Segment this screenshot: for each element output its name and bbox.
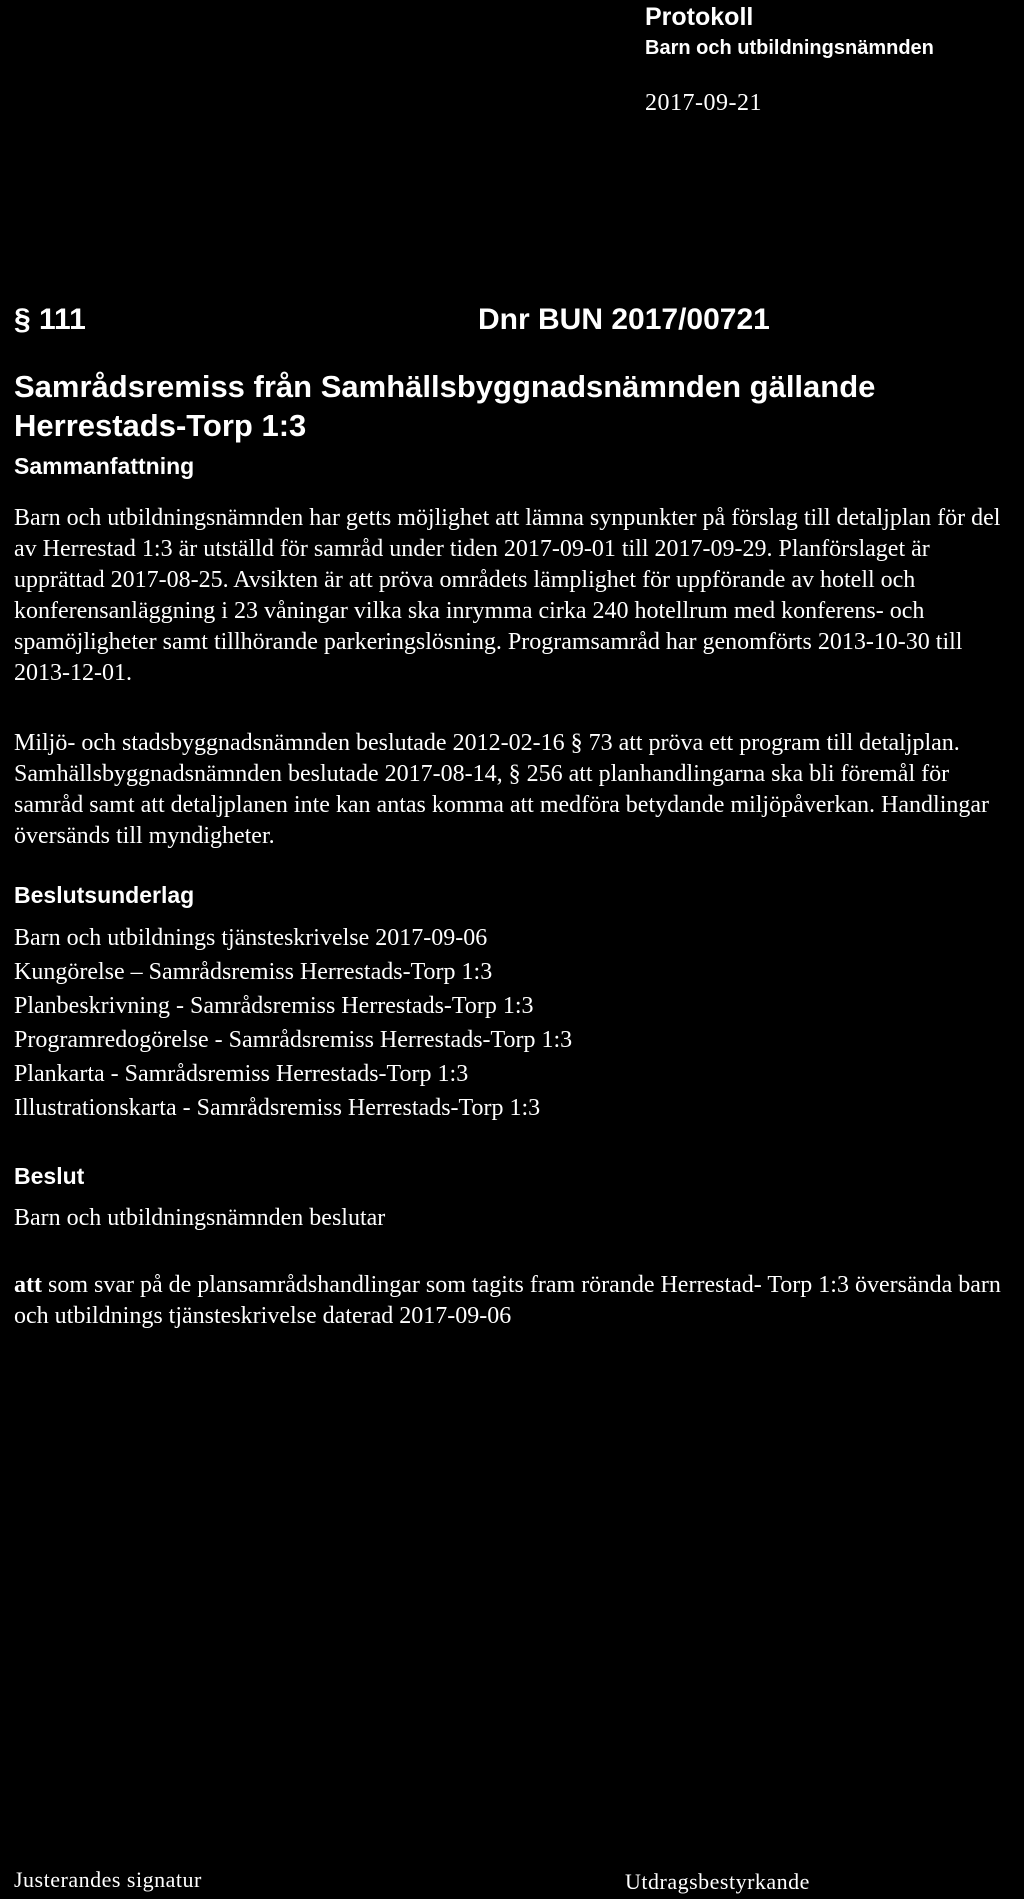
basis-item: Programredogörelse - Samrådsremiss Herrestads-Torp 1:3	[14, 1027, 573, 1053]
decision-intro: Barn och utbildningsnämnden beslutar	[14, 1205, 386, 1231]
adjuster-signature-label: Justerandes signatur	[14, 1867, 202, 1892]
basis-item: Barn och utbildnings tjänsteskrivelse 2017-09-06	[14, 925, 488, 951]
basis-item: Plankarta - Samrådsremiss Herrestads-Torp 1:3	[14, 1061, 469, 1087]
summary-paragraph-2: Miljö- och stadsbyggnadsnämnden beslutade 2012-02-16 § 73 att pröva ett program till detaljplan. Samhällsbyggnadsnämnden beslutade 2017-08-14, § 256 att planhandlingarna ska bli föremål för samråd samt att detaljplanen inte kan antas komma att medföra betydande miljöpåverkan. Handlingar översänds till myndigheter.	[14, 730, 989, 849]
decision-body: som svar på de plansamrådshandlingar som tagits fram rörande Herrestad- Torp 1:3 översända barn och utbildnings tjänsteskrivelse daterad 2017-09-06	[14, 1272, 1001, 1329]
decision-text	[14, 1270, 1020, 1332]
extract-certification-label: Utdragsbestyrkande	[625, 1869, 810, 1894]
summary-heading: Sammanfattning	[14, 453, 195, 479]
decision-att-word: att	[14, 1272, 42, 1298]
basis-item: Illustrationskarta - Samrådsremiss Herrestads-Torp 1:3	[14, 1095, 541, 1121]
summary-paragraph-1: Barn och utbildningsnämnden har getts möjlighet att lämna synpunkter på förslag till detaljplan för del av Herrestad 1:3 är utställd för samråd under tiden 2017-09-01 till 2017-09-29. Planförslaget är upprättad 2017-08-25. Avsikten är att pröva områdets lämplighet för uppförande av hotell och konferensanläggning i 23 våningar vilka ska inrymma cirka 240 hotellrum med konferens- och spamöjligheter samt tillhörande parkeringslösning. Programsamråd har genomförts 2013-10-30 till 2013-12-01.	[14, 505, 1001, 686]
basis-item: Kungörelse – Samrådsremiss Herrestads-Torp 1:3	[14, 959, 493, 985]
paragraph-number: § 111	[14, 303, 86, 336]
document-type-title: Protokoll	[645, 3, 754, 31]
basis-item: Planbeskrivning - Samrådsremiss Herrestads-Torp 1:3	[14, 993, 534, 1019]
meeting-date: 2017-09-21	[645, 90, 762, 116]
decision-basis-list	[14, 921, 572, 1125]
diary-number: Dnr BUN 2017/00721	[478, 303, 770, 336]
case-title: Samrådsremiss från Samhällsbyggnadsnämnden gällande Herrestads-Torp 1:3	[14, 369, 876, 443]
committee-name: Barn och utbildningsnämnden	[645, 37, 934, 59]
decision-basis-heading: Beslutsunderlag	[14, 882, 195, 908]
decision-heading: Beslut	[14, 1163, 85, 1189]
